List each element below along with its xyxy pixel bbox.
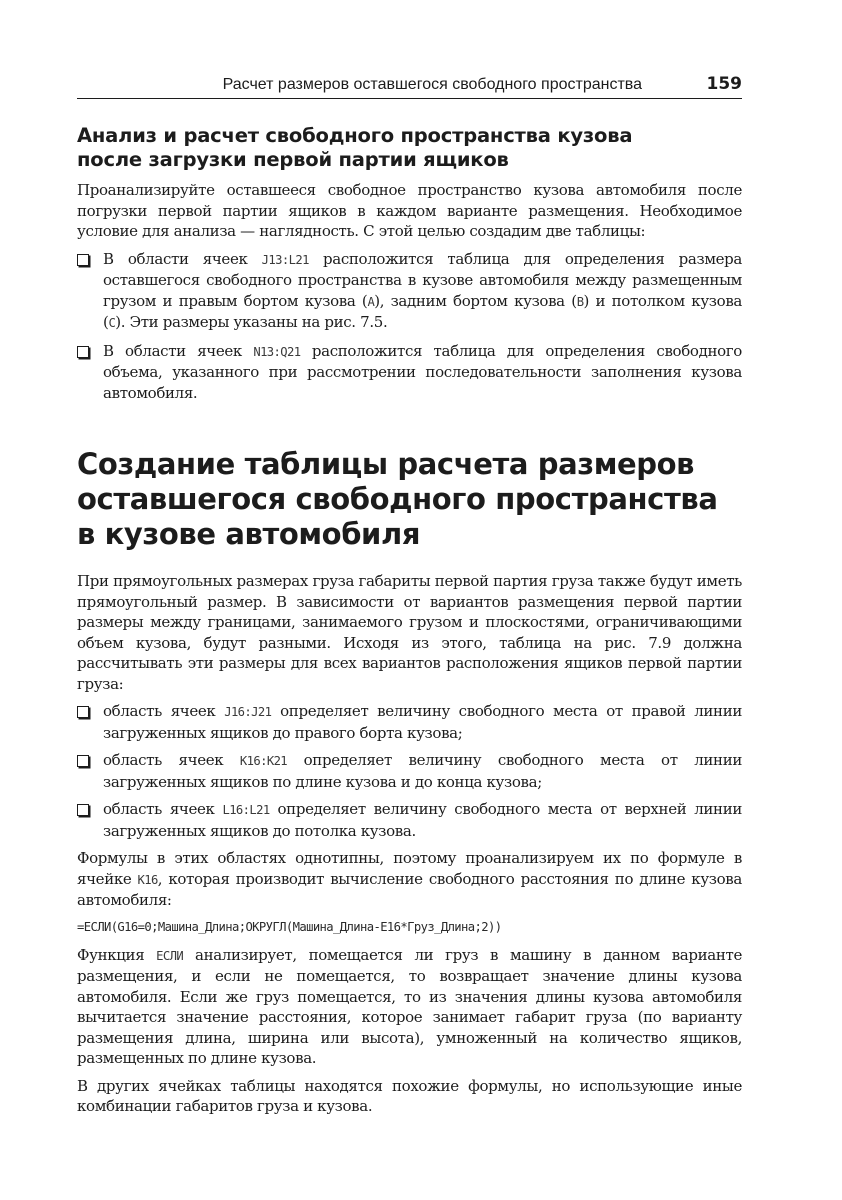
table-list <box>77 249 742 404</box>
checkbox-bullet-icon <box>77 254 89 266</box>
cell-range: K16:K21 <box>239 754 288 768</box>
heading-line: после загрузки первой партии ящиков <box>77 148 509 171</box>
running-header <box>77 72 742 99</box>
intro-paragraph: Проанализируйте оставшееся свободное пространство кузова автомобиля после погрузки первой партии ящиков в каждом варианте размещения. Необходимое условие для анализа — наглядность. С этой целью создадим две таблицы: <box>77 181 742 240</box>
list-item: В области ячеек J13:L21 расположится таблица для определения размера оставшегося свободного пространства в кузове автомобиля между размещенным грузом и правым бортом кузова (A), задним бортом кузова (B) и потолком кузова (C). Эти размеры указаны на рис. 7.5. <box>77 249 742 334</box>
heading-line: в кузове автомобиля <box>77 517 421 551</box>
paragraph: В других ячейках таблицы находятся похожие формулы, но использующие иные комбинации габаритов груза и кузова. <box>77 1076 742 1115</box>
paragraph: Функция ЕСЛИ анализирует, помещается ли груз в машину в данном варианте размещения, и если не помещается, то возвращает значение длины кузова автомобиля. Если же груз помещается, то из значения длины кузова автомобиля вычитается значение расстояния, которое занимает габарит груза (по варианту размещения длина, ширина или высота), умноженный на количество ящиков, размещенных по длине кузова. <box>77 945 742 1067</box>
checkbox-bullet-icon <box>77 804 89 816</box>
checkbox-bullet-icon <box>77 706 89 718</box>
ranges-list <box>77 701 742 841</box>
cell-range: L16:L21 <box>222 803 270 817</box>
cell-range: J16:J21 <box>224 705 272 719</box>
chapter-heading <box>77 447 742 552</box>
function-name: ЕСЛИ <box>156 948 184 963</box>
heading-line: Создание таблицы расчета размеров <box>77 447 695 481</box>
paragraph: При прямоугольных размерах груза габариты первой партия груза также будут иметь прямоугольный размер. В зависимости от вариантов размещения первой партии размеры между границами, занимаемого грузом и плоскостями, ограничивающими объем кузова, будут разными. Исходя из этого, таблица на рис. 7.9 должна рассчитывать эти размеры для всех вариантов расположения ящиков первой партии груза: <box>77 572 742 693</box>
list-item: область ячеек K16:K21 определяет величину свободного места от линии загруженных ящиков по длине кузова и до конца кузова; <box>77 750 742 792</box>
list-item: область ячеек L16:L21 определяет величину свободного места от верхней линии загруженных ящиков до потолка кузова. <box>77 799 742 841</box>
dimension-label: C <box>108 316 116 330</box>
heading-line: Анализ и расчет свободного пространства кузова <box>77 124 633 147</box>
list-item: область ячеек J16:J21 определяет величину свободного места от правой линии загруженных ящиков до правого борта кузова; <box>77 701 742 743</box>
cell-range: J13:L21 <box>261 252 309 267</box>
heading-line: оставшегося свободного пространства <box>77 482 718 516</box>
checkbox-bullet-icon <box>77 346 89 358</box>
dimension-label: B <box>576 294 584 309</box>
checkbox-bullet-icon <box>77 755 89 767</box>
page-content <box>77 124 742 1124</box>
cell-ref: K16 <box>137 872 158 887</box>
formula-code: =ЕСЛИ(G16=0;Машина_Длина;ОКРУГЛ(Машина_Длина-E16*Груз_Длина;2)) <box>77 919 502 934</box>
paragraph: Формулы в этих областях однотипны, поэтому проанализируем их по формуле в ячейке K16, которая производит вычисление свободного расстояния по длине кузова автомобиля: <box>77 849 742 909</box>
running-title: Расчет размеров оставшегося свободного пространства <box>222 76 642 93</box>
page-number: 159 <box>706 74 742 94</box>
list-item: В области ячеек N13:Q21 расположится таблица для определения свободного объема, указанного при рассмотрении последовательности заполнения кузова автомобиля. <box>77 341 742 404</box>
dimension-label: A <box>367 294 375 309</box>
section-heading-analysis <box>77 124 742 172</box>
cell-range: N13:Q21 <box>253 344 301 359</box>
